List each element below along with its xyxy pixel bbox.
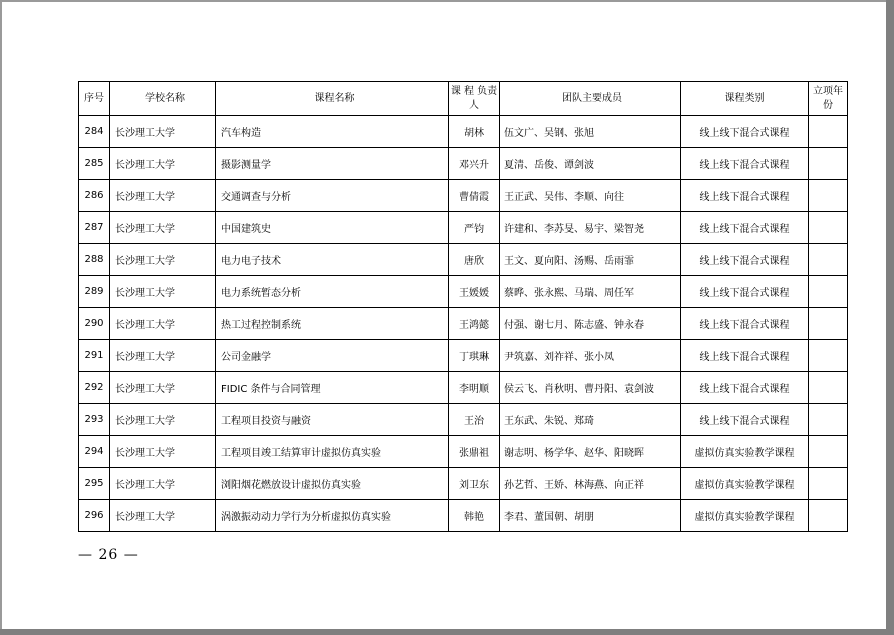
cell-type: 线上线下混合式课程	[681, 244, 809, 276]
cell-year	[809, 372, 848, 404]
viewer-border-right	[886, 0, 894, 635]
cell-course: 汽车构造	[216, 116, 449, 148]
header-year: 立项年份	[809, 82, 848, 116]
cell-no: 285	[79, 148, 110, 180]
cell-school: 长沙理工大学	[110, 116, 216, 148]
cell-school: 长沙理工大学	[110, 148, 216, 180]
cell-team: 许建和、李苏旻、易宇、梁智尧	[500, 212, 681, 244]
header-leader: 课 程 负责人	[449, 82, 500, 116]
viewer-border-top	[0, 0, 894, 2]
cell-school: 长沙理工大学	[110, 468, 216, 500]
table-row	[79, 404, 848, 436]
cell-no: 288	[79, 244, 110, 276]
table-row	[79, 244, 848, 276]
cell-type: 线上线下混合式课程	[681, 340, 809, 372]
cell-type: 线上线下混合式课程	[681, 148, 809, 180]
header-course: 课程名称	[216, 82, 449, 116]
cell-team: 谢志明、杨学华、赵华、阳晓晖	[500, 436, 681, 468]
cell-school: 长沙理工大学	[110, 436, 216, 468]
cell-team: 侯云飞、肖秋明、曹丹阳、袁剑波	[500, 372, 681, 404]
cell-year	[809, 148, 848, 180]
cell-course: 电力系统暂态分析	[216, 276, 449, 308]
table-row	[79, 436, 848, 468]
cell-leader: 刘卫东	[449, 468, 500, 500]
cell-no: 287	[79, 212, 110, 244]
header-no: 序号	[79, 82, 110, 116]
cell-leader: 唐欣	[449, 244, 500, 276]
cell-no: 289	[79, 276, 110, 308]
cell-team: 王东武、朱锐、郑琦	[500, 404, 681, 436]
cell-no: 292	[79, 372, 110, 404]
cell-no: 296	[79, 500, 110, 532]
cell-no: 284	[79, 116, 110, 148]
cell-team: 付强、谢七月、陈志盛、钟永春	[500, 308, 681, 340]
cell-leader: 曹倩霞	[449, 180, 500, 212]
cell-leader: 胡林	[449, 116, 500, 148]
header-school: 学校名称	[110, 82, 216, 116]
cell-course: 工程项目投资与融资	[216, 404, 449, 436]
cell-course: 涡激振动动力学行为分析虚拟仿真实验	[216, 500, 449, 532]
cell-team: 蔡晔、张永熙、马瑞、周任军	[500, 276, 681, 308]
document-page	[2, 2, 886, 629]
cell-team: 王正武、吴伟、李顺、向往	[500, 180, 681, 212]
cell-team: 孙艺哲、王娇、林海燕、向正祥	[500, 468, 681, 500]
cell-school: 长沙理工大学	[110, 308, 216, 340]
cell-no: 294	[79, 436, 110, 468]
cell-type: 线上线下混合式课程	[681, 308, 809, 340]
cell-type: 虚拟仿真实验教学课程	[681, 500, 809, 532]
table-row	[79, 276, 848, 308]
cell-course: FIDIC 条件与合同管理	[216, 372, 449, 404]
table-body	[79, 116, 848, 532]
table-row	[79, 212, 848, 244]
cell-leader: 王治	[449, 404, 500, 436]
cell-leader: 王鸿懿	[449, 308, 500, 340]
cell-year	[809, 180, 848, 212]
cell-year	[809, 340, 848, 372]
cell-team: 李君、董国朝、胡朋	[500, 500, 681, 532]
cell-year	[809, 116, 848, 148]
table-row	[79, 116, 848, 148]
cell-no: 290	[79, 308, 110, 340]
cell-course: 中国建筑史	[216, 212, 449, 244]
cell-course: 摄影测量学	[216, 148, 449, 180]
cell-course: 浏阳烟花燃放设计虚拟仿真实验	[216, 468, 449, 500]
table-row	[79, 372, 848, 404]
cell-year	[809, 436, 848, 468]
cell-year	[809, 276, 848, 308]
cell-year	[809, 500, 848, 532]
page-number: — 26 —	[78, 547, 139, 563]
cell-leader: 丁琪琳	[449, 340, 500, 372]
cell-no: 295	[79, 468, 110, 500]
table-row	[79, 308, 848, 340]
header-type: 课程类别	[681, 82, 809, 116]
cell-team: 王文、夏向阳、汤赐、岳雨霏	[500, 244, 681, 276]
table-row	[79, 468, 848, 500]
table-row	[79, 148, 848, 180]
cell-school: 长沙理工大学	[110, 340, 216, 372]
cell-school: 长沙理工大学	[110, 404, 216, 436]
cell-school: 长沙理工大学	[110, 180, 216, 212]
viewer-border-left	[0, 0, 2, 635]
cell-team: 伍文广、吴钢、张旭	[500, 116, 681, 148]
cell-school: 长沙理工大学	[110, 500, 216, 532]
cell-course: 工程项目竣工结算审计虚拟仿真实验	[216, 436, 449, 468]
cell-type: 线上线下混合式课程	[681, 116, 809, 148]
cell-no: 293	[79, 404, 110, 436]
cell-type: 线上线下混合式课程	[681, 180, 809, 212]
cell-team: 夏清、岳俊、谭剑波	[500, 148, 681, 180]
table-row	[79, 180, 848, 212]
cell-type: 线上线下混合式课程	[681, 276, 809, 308]
cell-leader: 王媛媛	[449, 276, 500, 308]
cell-course: 公司金融学	[216, 340, 449, 372]
cell-type: 线上线下混合式课程	[681, 372, 809, 404]
course-table	[78, 81, 848, 532]
table-row	[79, 500, 848, 532]
cell-type: 线上线下混合式课程	[681, 212, 809, 244]
cell-course: 交通调查与分析	[216, 180, 449, 212]
cell-leader: 李明顺	[449, 372, 500, 404]
cell-year	[809, 212, 848, 244]
cell-year	[809, 404, 848, 436]
cell-school: 长沙理工大学	[110, 244, 216, 276]
cell-course: 电力电子技术	[216, 244, 449, 276]
cell-type: 虚拟仿真实验教学课程	[681, 436, 809, 468]
table-header-row	[79, 82, 848, 116]
cell-leader: 韩艳	[449, 500, 500, 532]
cell-year	[809, 468, 848, 500]
cell-year	[809, 244, 848, 276]
cell-type: 线上线下混合式课程	[681, 404, 809, 436]
cell-school: 长沙理工大学	[110, 276, 216, 308]
cell-no: 286	[79, 180, 110, 212]
cell-course: 热工过程控制系统	[216, 308, 449, 340]
cell-type: 虚拟仿真实验教学课程	[681, 468, 809, 500]
cell-leader: 张鼎祖	[449, 436, 500, 468]
header-team: 团队主要成员	[500, 82, 681, 116]
cell-leader: 邓兴升	[449, 148, 500, 180]
viewer-border-bottom	[0, 629, 894, 635]
cell-leader: 严钧	[449, 212, 500, 244]
cell-no: 291	[79, 340, 110, 372]
cell-year	[809, 308, 848, 340]
cell-school: 长沙理工大学	[110, 372, 216, 404]
table-row	[79, 340, 848, 372]
cell-school: 长沙理工大学	[110, 212, 216, 244]
cell-team: 尹筑嘉、刘祚祥、张小凤	[500, 340, 681, 372]
